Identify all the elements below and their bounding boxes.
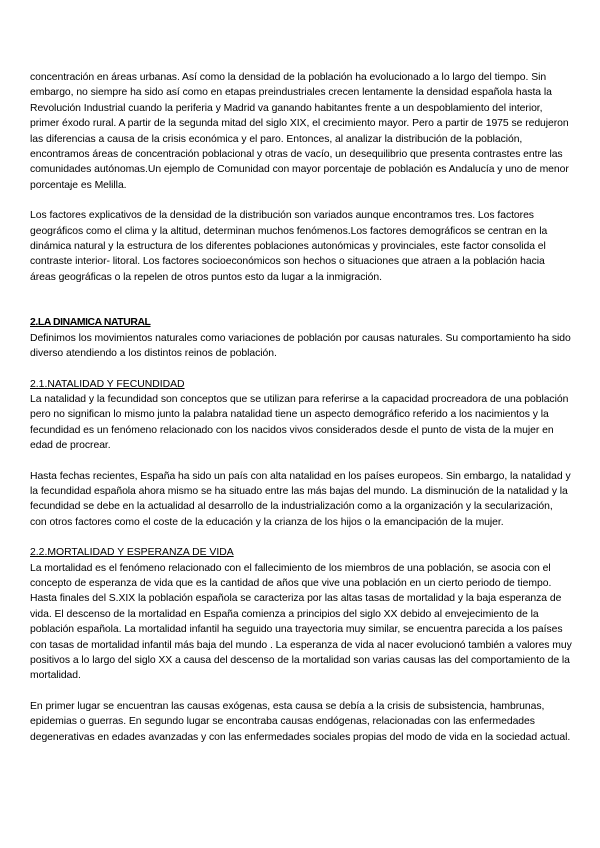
subsection-title-mortalidad: 2.2.MORTALIDAD Y ESPERANZA DE VIDA	[30, 547, 234, 559]
subsection-title-natalidad: 2.1.NATALIDAD Y FECUNDIDAD	[30, 378, 185, 390]
paragraph-spacer	[30, 193, 572, 208]
mortalidad-paragraph: La mortalidad es el fenómeno relacionado con el fallecimiento de los miembros de una población, se asocia con el concepto de esperanza de vida que es la cantidad de años que vive una población en un cierto periodo de tiempo. Hasta finales del S.XIX la población española se caracteriza por las altas tasas de mortalidad y la baja esperanza de vida. El descenso de la mortalidad en España comienza a principios del siglo XX debido al envejecimiento de la población española. La mortalidad infantil ha seguido una trayectoria muy similar, se encuentra parecida a los países con tasas de mortalidad infantil más baja del mundo . La esperanza de vida al nacer evolucionó también a valores muy positivos a lo largo del siglo XX a causa del descenso de la mortalidad son varias causas las del comportamiento de la mortalidad.	[30, 562, 572, 682]
section-spacer	[30, 285, 572, 315]
paragraph-spacer	[30, 454, 572, 469]
paragraph-spacer	[30, 684, 572, 699]
section-spacer	[30, 530, 572, 545]
natalidad-paragraph: Hasta fechas recientes, España ha sido un país con alta natalidad en los países europeos. Sin embargo, la natalidad y la fecundidad española ahora mismo se ha situado entre las más bajas del mundo. La disminución de la natalidad y la fecundidad se debe en la actualidad al desarrollo de la industrialización como a la organización y la secularización, con otros factores como el coste de la educación y la crianza de los hijos o la emancipación de la mujer.	[30, 470, 571, 528]
section-intro: Definimos los movimientos naturales como variaciones de población por causas naturales. Su comportamiento ha sido diverso atendiendo a los distintos reinos de población.	[30, 332, 571, 360]
intro-paragraph: Los factores explicativos de la densidad de la distribución son variados aunque encontramos tres. Los factores geográficos como el clima y la altitud, determinan muchos fenómenos.Los factores demográficos se centran en la dinámica natural y la estructura de los diferentes poblaciones autonómicas y provinciales, este factor consolida el contraste interior- litoral. Los factores socioeconómicos son hechos o situaciones que atraen a la población hacia áreas geográficas o la repelen de otros puntos esto da lugar a la inmigración.	[30, 210, 548, 283]
section-title: 2.LA DINAMICA NATURAL	[30, 317, 151, 329]
section-spacer	[30, 362, 572, 377]
document-body	[30, 70, 572, 745]
natalidad-paragraph: La natalidad y la fecundidad son conceptos que se utilizan para referirse a la capacidad procreadora de una población pero no significan lo mismo junto la palabra natalidad tiene un aspecto demográfico referido a los nacimientos y la fecundidad es un fenómeno relacionado con los nacidos vivos considerados desde el punto de vista de la mujer en edad de procrear.	[30, 393, 569, 452]
mortalidad-paragraph: En primer lugar se encuentran las causas exógenas, esta causa se debía a la crisis de subsistencia, hambrunas, epidemias o guerras. En segundo lugar se encontraba causas endógenas, relacionadas con las enfermedades degenerativas en edades avanzadas y con las enfermedades sociales propias del modo de vida en la sociedad actual.	[30, 700, 571, 743]
intro-paragraph: concentración en áreas urbanas. Así como la densidad de la población ha evolucionado a lo largo del tiempo. Sin embargo, no siempre ha sido así como en etapas preindustriales crecen lentamente la densidad española hasta la Revolución Industrial cuando la periferia y Madrid va ganando habitantes frente a un despoblamiento del interior, primer éxodo rural. A partir de la segunda mitad del siglo XIX, el crecimiento mayor. Pero a partir de 1975 se redujeron las diferencias a causa de la crisis económica y el paro. Entonces, al analizar la distribución de la población, encontramos áreas de concentración poblacional y otras de vacío, un desequilibrio que presenta contrastes entre las comunidades autónomas.Un ejemplo de Comunidad con mayor porcentaje de población es Andalucía y uno de menor porcentaje es Melilla.	[30, 72, 569, 191]
